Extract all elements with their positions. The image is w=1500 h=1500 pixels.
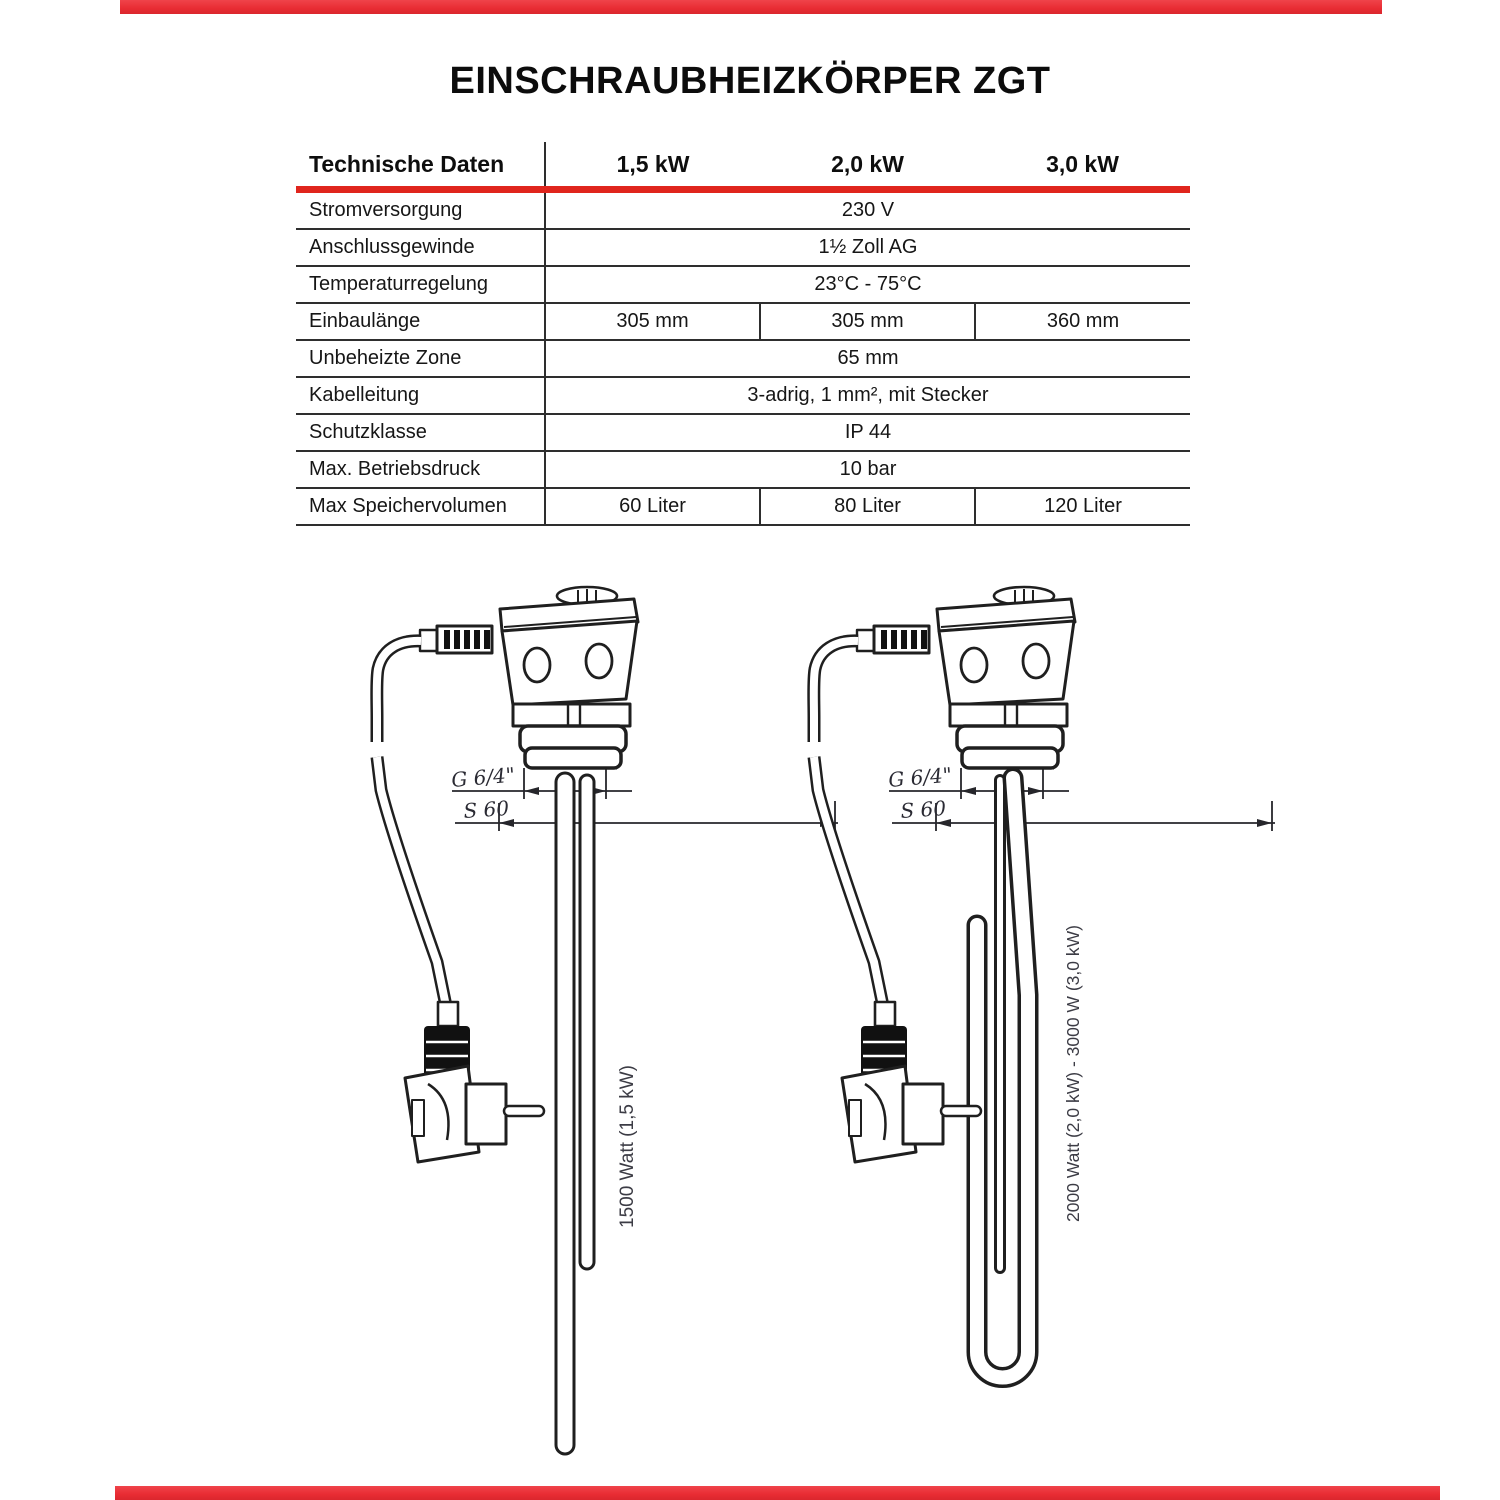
row-label: Unbeheizte Zone	[296, 340, 545, 377]
row-value: 360 mm	[975, 303, 1190, 340]
row-label: Anschlussgewinde	[296, 229, 545, 266]
header-col-3: 3,0 kW	[975, 142, 1190, 190]
row-value: 60 Liter	[545, 488, 760, 525]
document-title: EINSCHRAUBHEIZKÖRPER ZGT	[449, 60, 1051, 102]
row-label: Kabelleitung	[296, 377, 545, 414]
thread-size-label-left: G 6/4"	[450, 762, 516, 792]
technical-drawing-right	[814, 587, 1275, 1378]
header-col-2: 2,0 kW	[760, 142, 975, 190]
wrench-size-label-right: S 60	[899, 795, 947, 823]
row-label: Temperaturregelung	[296, 266, 545, 303]
row-value: 23°C - 75°C	[545, 266, 1190, 303]
header-col-1: 1,5 kW	[545, 142, 760, 190]
row-value: 80 Liter	[760, 488, 975, 525]
row-value: 1½ Zoll AG	[545, 229, 1190, 266]
power-label-right: 2000 Watt (2,0 kW) - 3000 W (3,0 kW)	[1063, 925, 1083, 1222]
row-value: 10 bar	[545, 451, 1190, 488]
row-label: Einbaulänge	[296, 303, 545, 340]
row-label: Max Speichervolumen	[296, 488, 545, 525]
row-value: IP 44	[545, 414, 1190, 451]
row-value: 65 mm	[545, 340, 1190, 377]
header-label: Technische Daten	[296, 142, 545, 190]
row-value: 120 Liter	[975, 488, 1190, 525]
row-value: 230 V	[545, 190, 1190, 230]
wrench-size-label-left: S 60	[462, 795, 510, 823]
thread-size-label-right: G 6/4"	[887, 762, 953, 792]
bottom-red-bar	[115, 1486, 1440, 1500]
power-label-left: 1500 Watt (1,5 kW)	[617, 1065, 638, 1228]
row-label: Stromversorgung	[296, 190, 545, 230]
row-value: 3-adrig, 1 mm², mit Stecker	[545, 377, 1190, 414]
row-label: Max. Betriebsdruck	[296, 451, 545, 488]
row-value: 305 mm	[545, 303, 760, 340]
technical-drawing-left	[377, 587, 838, 1445]
row-label: Schutzklasse	[296, 414, 545, 451]
row-value: 305 mm	[760, 303, 975, 340]
